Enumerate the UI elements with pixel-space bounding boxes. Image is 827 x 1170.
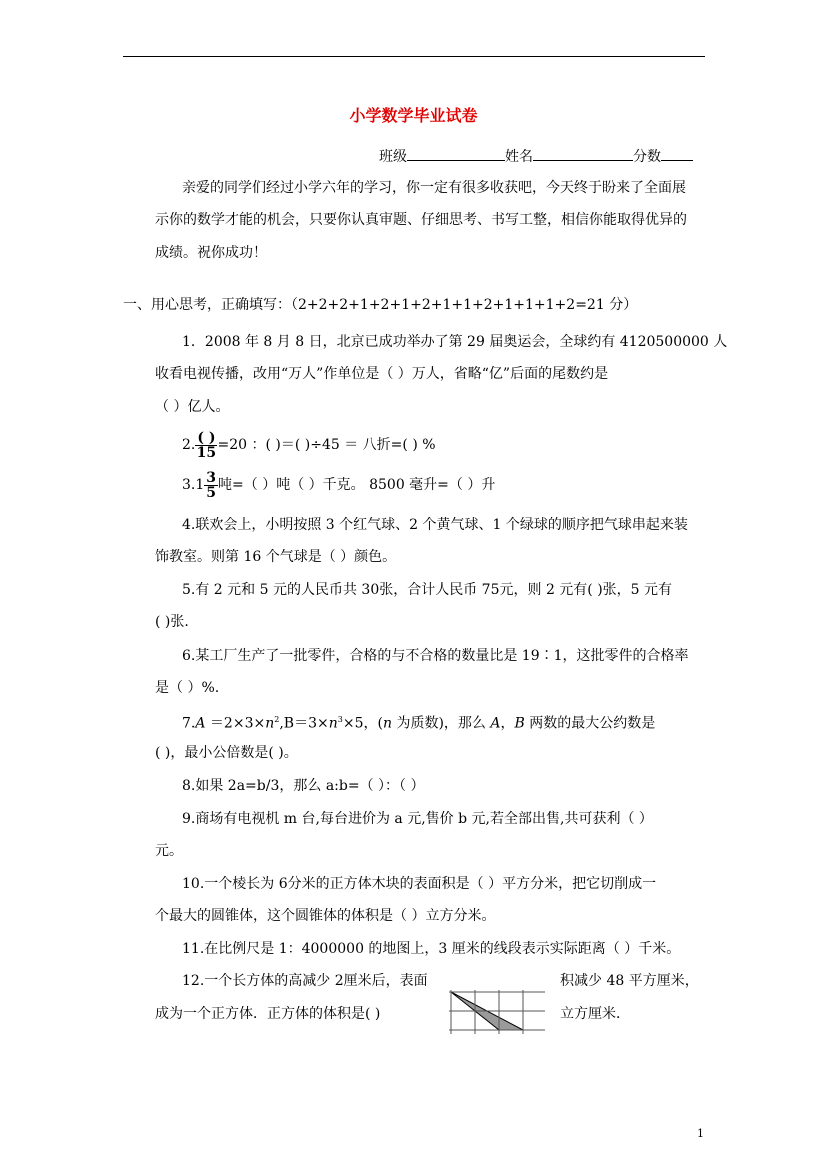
q7-var-a: A — [195, 715, 206, 732]
q7-line-1 — [182, 710, 655, 734]
q7-text: 7. — [182, 715, 196, 732]
q2-rest: =20 ：( )＝( )÷45 ＝ 八折=( ) % — [217, 437, 436, 453]
q4-line-2: 饰教室。则第 16 个气球是（ ）颜色。 — [155, 549, 397, 565]
q10-line-1: 10.一个棱长为 6分米的正方体木块的表面积是（ ）平方分米，把它切削成一 — [182, 876, 657, 892]
q7-text: ， — [500, 715, 515, 732]
section-heading: 一、用心思考，正确填写：（2+2+2+1+2+1+2+1+1+2+1+1+1+2=21 分） — [123, 297, 638, 313]
q12-line-2b: 立方厘米． — [560, 1006, 630, 1022]
score-blank[interactable] — [661, 146, 693, 161]
name-label: 姓名 — [505, 149, 533, 165]
q3-frac-denominator: 5 — [206, 484, 217, 501]
header-fields — [379, 146, 693, 167]
page-title: 小学数学毕业试卷 — [349, 106, 478, 125]
q9-line-2: 元。 — [155, 843, 183, 859]
q1-line-3: （ ）亿人。 — [155, 399, 230, 415]
intro-line-3: 成绩。祝你成功！ — [155, 245, 267, 261]
class-blank[interactable] — [407, 146, 505, 161]
q5-line-2: ( )张. — [155, 614, 189, 630]
q3-rest: 吨=（ ）吨（ ）千克。 8500 毫升=（ ）升 — [218, 477, 496, 493]
q2-fraction — [195, 431, 217, 460]
q7-text: ×5，( — [342, 715, 383, 732]
q6-line-1: 6.某工厂生产了一批零件，合格的与不合格的数量比是 19∶1，这批零件的合格率 — [182, 648, 689, 664]
q2-frac-denominator: 15 — [196, 444, 217, 461]
q7-text: ,B＝3× — [279, 715, 329, 732]
q2-prefix: 2. — [182, 437, 196, 453]
grid-triangle-diagram — [449, 990, 545, 1034]
intro-line-2: 示你的数学才能的机会，只要你认真审题、仔细思考、书写工整，相信你能取得优异的 — [155, 212, 687, 228]
name-blank[interactable] — [533, 146, 633, 161]
q3-prefix: 3.1 — [182, 477, 205, 493]
q12-line-2a: 成为一个正方体．正方体的体积是( ) — [155, 1006, 381, 1022]
q7-var-b: B — [514, 715, 525, 732]
score-label: 分数 — [633, 149, 661, 165]
page-number: 1 — [697, 1127, 704, 1140]
q7-exponent: 3 — [337, 715, 343, 724]
q7-var-n: n — [382, 715, 392, 732]
q11-line-1: 11.在比例尺是 1：4000000 的地图上，3 厘米的线段表示实际距离（ ）千米。 — [182, 941, 681, 957]
q7-exponent: 2 — [274, 715, 280, 724]
q2 — [182, 430, 436, 460]
q7-var-n: n — [265, 715, 275, 732]
q8-line-1: 8.如果 2a=b/3，那么 a:b=（ ）：（ ） — [182, 778, 425, 794]
q7-var-a: A — [490, 715, 501, 732]
q6-line-2: 是（ ）%. — [155, 680, 220, 696]
q12-line-1b: 积减少 48 平方厘米， — [560, 973, 699, 989]
intro-line-1: 亲爱的同学们经过小学六年的学习，你一定有很多收获吧，今天终于盼来了全面展 — [182, 180, 686, 196]
q10-line-2: 个最大的圆锥体，这个圆锥体的体积是（ ）立方分米。 — [155, 908, 496, 924]
q4-line-1: 4.联欢会上，小明按照 3 个红气球、2 个黄气球、1 个绿球的顺序把气球串起来装 — [182, 517, 688, 533]
q7-text: ＝2×3× — [205, 715, 266, 732]
q7-var-n: n — [328, 715, 338, 732]
q7-line-2: ( )，最小公倍数是( )。 — [155, 745, 298, 761]
q5-line-1: 5.有 2 元和 5 元的人民币共 30张，合计人民币 75元，则 2 元有( )张，5 元有 — [182, 582, 673, 598]
q1-line-2: 收看电视传播，改用“万人”作单位是（ ）万人，省略“亿”后面的尾数约是 — [155, 366, 609, 382]
q12-line-1a: 12.一个长方体的高减少 2厘米后，表面 — [182, 973, 428, 989]
q3-frac-numerator: 3 — [206, 469, 217, 486]
q2-frac-numerator: ( ) — [197, 429, 216, 446]
q1-line-1: 1．2008 年 8 月 8 日，北京已成功举办了第 29 届奥运会，全球约有 4120500000 人 — [182, 334, 728, 350]
q3 — [182, 470, 495, 500]
q9-line-1: 9.商场有电视机 m 台,每台进价为 a 元,售价 b 元,若全部出售,共可获利（ ） — [182, 811, 653, 827]
q3-fraction — [204, 471, 218, 500]
header-rule — [123, 56, 705, 57]
q7-text: 两数的最大公约数是 — [524, 715, 656, 732]
class-label: 班级 — [379, 149, 407, 165]
q7-text: 为质数)，那么 — [392, 715, 491, 732]
